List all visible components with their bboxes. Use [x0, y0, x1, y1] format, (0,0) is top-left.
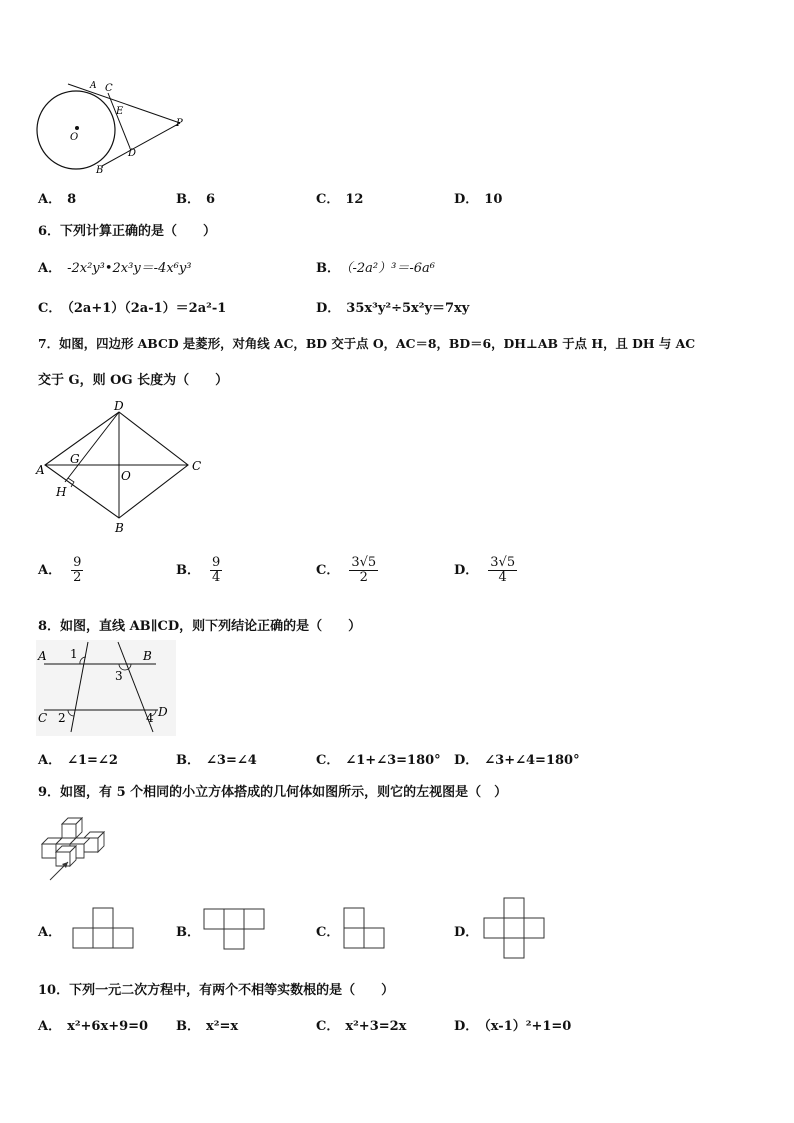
q6-option-c-text: （2a+1）（2a-1）＝2a²-1 [67, 301, 227, 316]
q7-label-C: C [192, 459, 202, 473]
q7-stem-line2: 交于 G，则 OG 长度为（ ） [38, 373, 229, 388]
q7-option-d-letter: D． [454, 563, 479, 579]
q9-option-b-view[interactable] [203, 908, 265, 950]
q9-option-d[interactable] [454, 921, 484, 940]
q5-option-c-letter: C． [316, 192, 340, 207]
q8-label-1: 1 [70, 647, 78, 661]
q5-label-C: C [105, 83, 113, 94]
q7-option-a-numerator: 9 [73, 555, 82, 570]
q10-option-d-text: （x-1）²+1=0 [484, 1019, 572, 1034]
q7-option-c-numerator: 3√5 [351, 555, 377, 570]
q5-option-d[interactable] [454, 188, 502, 207]
q8-label-D: D [158, 705, 168, 719]
q5-option-d-letter: D． [454, 192, 479, 207]
q10-option-d-letter: D． [454, 1019, 479, 1034]
q5-label-E: E [116, 106, 124, 117]
q5-option-c-text: 12 [345, 192, 364, 207]
q6-option-d[interactable] [316, 297, 469, 316]
q9-cube-left-front [42, 844, 56, 858]
q9-option-b-letter: B． [176, 925, 200, 940]
q7-option-b-denominator: 4 [212, 570, 221, 586]
q8-option-d-text: ∠3+∠4=180° [484, 753, 580, 768]
q6-option-d-text: 35x³y²÷5x²y＝7xy [346, 301, 470, 316]
q6-option-b-letter: B． [316, 261, 340, 276]
q10-option-b-letter: B． [176, 1019, 200, 1034]
q10-option-d[interactable] [454, 1015, 571, 1034]
q7-label-A: A [36, 463, 45, 477]
q10-option-b-text: x²=x [206, 1019, 239, 1034]
q10-stem: 10．下列一元二次方程中，有两个不相等实数根的是（ ） [38, 983, 395, 998]
q8-label-B: B [143, 649, 152, 663]
q8-option-b-letter: B． [176, 753, 200, 768]
q8-label-C: C [38, 711, 48, 725]
q6-stem: 6．下列计算正确的是（ ） [38, 224, 217, 239]
q8-label-4: 4 [146, 711, 154, 725]
q10-option-c-letter: C． [316, 1019, 340, 1034]
q8-option-a-letter: A． [38, 753, 62, 768]
q10-option-c-text: x²+3=2x [345, 1019, 407, 1034]
q8-label-2: 2 [58, 711, 66, 725]
q6-option-a-text: -2x²y³•2x³y＝-4x⁶y³ [67, 261, 192, 276]
q7-stem-line1: 7．如图，四边形 ABCD 是菱形，对角线 AC，BD 交于点 O，AC＝8，BD＝6，DH⊥AB 于点 H，且 DH 与 AC [38, 336, 696, 351]
q5-option-c[interactable] [316, 188, 363, 207]
q7-option-b-letter: B． [176, 563, 200, 579]
q8-option-d[interactable] [454, 749, 580, 768]
q9-option-d-letter: D． [454, 925, 479, 940]
q8-figure-background [36, 640, 176, 736]
q9-option-c[interactable] [316, 921, 345, 940]
q9-option-a-view[interactable] [72, 907, 134, 949]
q7-option-c-letter: C． [316, 563, 340, 579]
q5-tangent-upper [68, 84, 180, 123]
q8-option-b[interactable] [176, 749, 257, 768]
q9-option-c-view[interactable] [343, 907, 385, 949]
q8-option-d-letter: D． [454, 753, 479, 768]
q5-figure [32, 78, 202, 178]
q8-option-c[interactable] [316, 749, 441, 768]
q7-option-b[interactable] [176, 556, 222, 586]
q7-option-b-numerator: 9 [212, 555, 221, 570]
q9-option-d-view[interactable] [483, 897, 545, 959]
q5-label-D: D [128, 148, 137, 159]
q7-label-D: D [114, 400, 124, 413]
q6-option-c-letter: C． [38, 301, 62, 316]
q7-line-dh [65, 412, 119, 482]
q5-option-a-letter: A． [38, 192, 62, 207]
q9-cube-top-front [62, 824, 76, 838]
q7-option-c-denominator: 2 [359, 570, 368, 586]
q5-center-dot [75, 126, 79, 130]
q5-option-b[interactable] [176, 188, 215, 207]
q7-option-a[interactable] [38, 556, 83, 586]
q6-option-b[interactable] [316, 257, 435, 276]
q8-option-c-letter: C． [316, 753, 340, 768]
q7-label-G: G [70, 452, 80, 466]
q7-option-a-denominator: 2 [73, 570, 82, 586]
q5-option-d-text: 10 [484, 192, 503, 207]
q10-option-a[interactable] [38, 1015, 148, 1034]
q7-option-a-letter: A． [38, 563, 62, 579]
q9-stem: 9．如图，有 5 个相同的小立方体搭成的几何体如图所示，则它的左视图是（ ） [38, 785, 508, 800]
q8-figure [36, 640, 176, 736]
q5-label-B: B [96, 165, 104, 176]
q9-option-b[interactable] [176, 921, 206, 940]
q7-option-c[interactable] [316, 556, 378, 586]
q7-option-d[interactable] [454, 556, 517, 586]
q9-option-a[interactable] [38, 921, 67, 940]
q7-figure [34, 400, 214, 540]
q10-option-c[interactable] [316, 1015, 406, 1034]
q6-option-d-letter: D． [316, 301, 341, 316]
q8-option-a-text: ∠1=∠2 [67, 753, 118, 768]
q8-label-A: A [38, 649, 47, 663]
q6-option-a[interactable] [38, 257, 191, 276]
q6-option-b-text: （-2a²）³＝-6a⁶ [346, 261, 435, 276]
q10-option-a-letter: A． [38, 1019, 62, 1034]
q9-solid-figure [36, 808, 116, 884]
q5-label-P: P [176, 118, 183, 129]
q10-option-b[interactable] [176, 1015, 238, 1034]
q5-option-a[interactable] [38, 188, 76, 207]
q8-option-a[interactable] [38, 749, 118, 768]
q5-circle [37, 91, 115, 169]
q7-label-B: B [115, 521, 124, 535]
q7-label-O: O [121, 469, 131, 483]
q6-option-c[interactable] [38, 297, 226, 316]
q7-option-d-denominator: 4 [498, 570, 507, 586]
q9-option-c-letter: C． [316, 925, 340, 940]
q5-option-a-text: 8 [67, 192, 77, 207]
q5-label-O: O [70, 132, 79, 143]
q5-option-b-letter: B． [176, 192, 200, 207]
q8-option-b-text: ∠3=∠4 [206, 753, 257, 768]
q8-stem: 8．如图，直线 AB∥CD，则下列结论正确的是（ ） [38, 619, 362, 634]
q10-option-a-text: x²+6x+9=0 [67, 1019, 149, 1034]
q5-tangent-lower [102, 123, 180, 166]
q7-option-d-numerator: 3√5 [490, 555, 516, 570]
q5-label-A: A [90, 81, 97, 91]
q5-option-b-text: 6 [206, 192, 216, 207]
q6-option-a-letter: A． [38, 261, 62, 276]
q7-label-H: H [56, 485, 67, 499]
q9-option-a-letter: A． [38, 925, 62, 940]
q8-option-c-text: ∠1+∠3=180° [345, 753, 441, 768]
q8-label-3: 3 [115, 669, 123, 683]
